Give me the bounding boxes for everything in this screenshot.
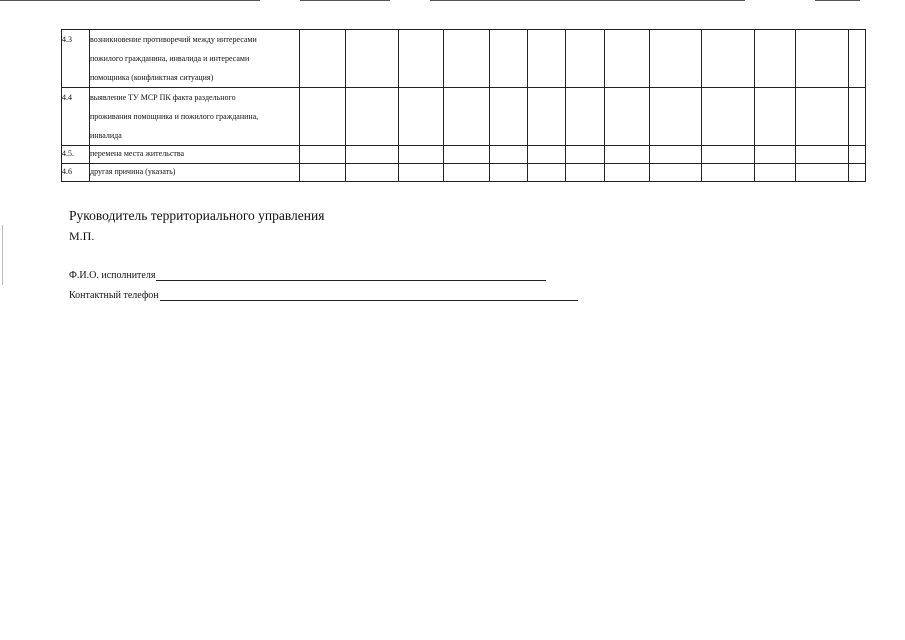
empty-cell	[300, 30, 346, 88]
empty-cell	[399, 146, 444, 164]
description-line: проживания помощника и пожилого гражданина,	[90, 112, 259, 121]
empty-cell	[702, 164, 755, 182]
description-line: перемена места жительства	[90, 149, 185, 158]
empty-cell	[528, 146, 566, 164]
empty-cell	[650, 30, 702, 88]
row-number: 4.4	[62, 88, 90, 146]
empty-cell	[444, 30, 490, 88]
empty-cell	[346, 30, 399, 88]
empty-cell	[755, 164, 796, 182]
top-edge-line-4	[815, 0, 860, 1]
empty-cell	[528, 164, 566, 182]
phone-label: Контактный телефон	[69, 290, 159, 301]
empty-cell	[346, 88, 399, 146]
empty-cell	[650, 146, 702, 164]
empty-cell	[566, 146, 605, 164]
description-line: пожилого гражданина, инвалида и интересами	[90, 54, 250, 63]
table-body	[62, 30, 866, 182]
empty-cell	[755, 146, 796, 164]
row-description	[90, 88, 300, 146]
row-description	[90, 30, 300, 88]
description-line: выявление ТУ МСР ПК факта раздельного	[90, 93, 236, 102]
empty-cell	[755, 88, 796, 146]
empty-cell	[399, 88, 444, 146]
description-line: помощника (конфликтная ситуация)	[90, 73, 214, 82]
top-edge-line-1	[0, 0, 260, 1]
phone-fill-line	[160, 289, 578, 301]
empty-cell	[399, 164, 444, 182]
description-line: инвалида	[90, 131, 122, 140]
row-description	[90, 164, 300, 182]
empty-cell	[796, 146, 849, 164]
row-description	[90, 146, 300, 164]
empty-cell	[444, 88, 490, 146]
top-edge-line-3	[430, 0, 745, 1]
phone-row	[69, 289, 578, 301]
empty-cell	[566, 30, 605, 88]
description-line: другая причина (указать)	[90, 167, 176, 176]
empty-cell	[702, 30, 755, 88]
empty-cell	[849, 146, 866, 164]
scan-edge-mark	[2, 225, 3, 285]
table-row	[62, 146, 866, 164]
empty-cell	[849, 164, 866, 182]
description-line: возникновение противоречий между интересами	[90, 35, 257, 44]
empty-cell	[849, 30, 866, 88]
empty-cell	[796, 164, 849, 182]
table-row	[62, 88, 866, 146]
executor-fill-line	[156, 269, 546, 281]
empty-cell	[490, 146, 528, 164]
empty-cell	[300, 164, 346, 182]
empty-cell	[566, 88, 605, 146]
empty-cell	[346, 164, 399, 182]
empty-cell	[490, 164, 528, 182]
empty-cell	[605, 146, 650, 164]
empty-cell	[702, 146, 755, 164]
empty-cell	[300, 146, 346, 164]
empty-cell	[346, 146, 399, 164]
empty-cell	[528, 30, 566, 88]
stamp-label: М.П.	[69, 229, 95, 243]
empty-cell	[849, 88, 866, 146]
table-row	[62, 30, 866, 88]
empty-cell	[605, 30, 650, 88]
empty-cell	[650, 164, 702, 182]
empty-cell	[528, 88, 566, 146]
empty-cell	[702, 88, 755, 146]
empty-cell	[566, 164, 605, 182]
empty-cell	[650, 88, 702, 146]
empty-cell	[605, 88, 650, 146]
head-title: Руководитель территориального управления	[69, 208, 325, 223]
top-edge-line-2	[300, 0, 390, 1]
empty-cell	[399, 30, 444, 88]
empty-cell	[300, 88, 346, 146]
empty-cell	[444, 164, 490, 182]
empty-cell	[490, 88, 528, 146]
report-table	[61, 29, 866, 182]
empty-cell	[755, 30, 796, 88]
row-number: 4.5.	[62, 146, 90, 164]
empty-cell	[796, 30, 849, 88]
empty-cell	[796, 88, 849, 146]
empty-cell	[605, 164, 650, 182]
empty-cell	[444, 146, 490, 164]
table-row	[62, 164, 866, 182]
row-number: 4.3	[62, 30, 90, 88]
executor-label: Ф.И.О. исполнителя	[69, 270, 156, 281]
row-number: 4.6	[62, 164, 90, 182]
executor-row	[69, 269, 546, 281]
empty-cell	[490, 30, 528, 88]
